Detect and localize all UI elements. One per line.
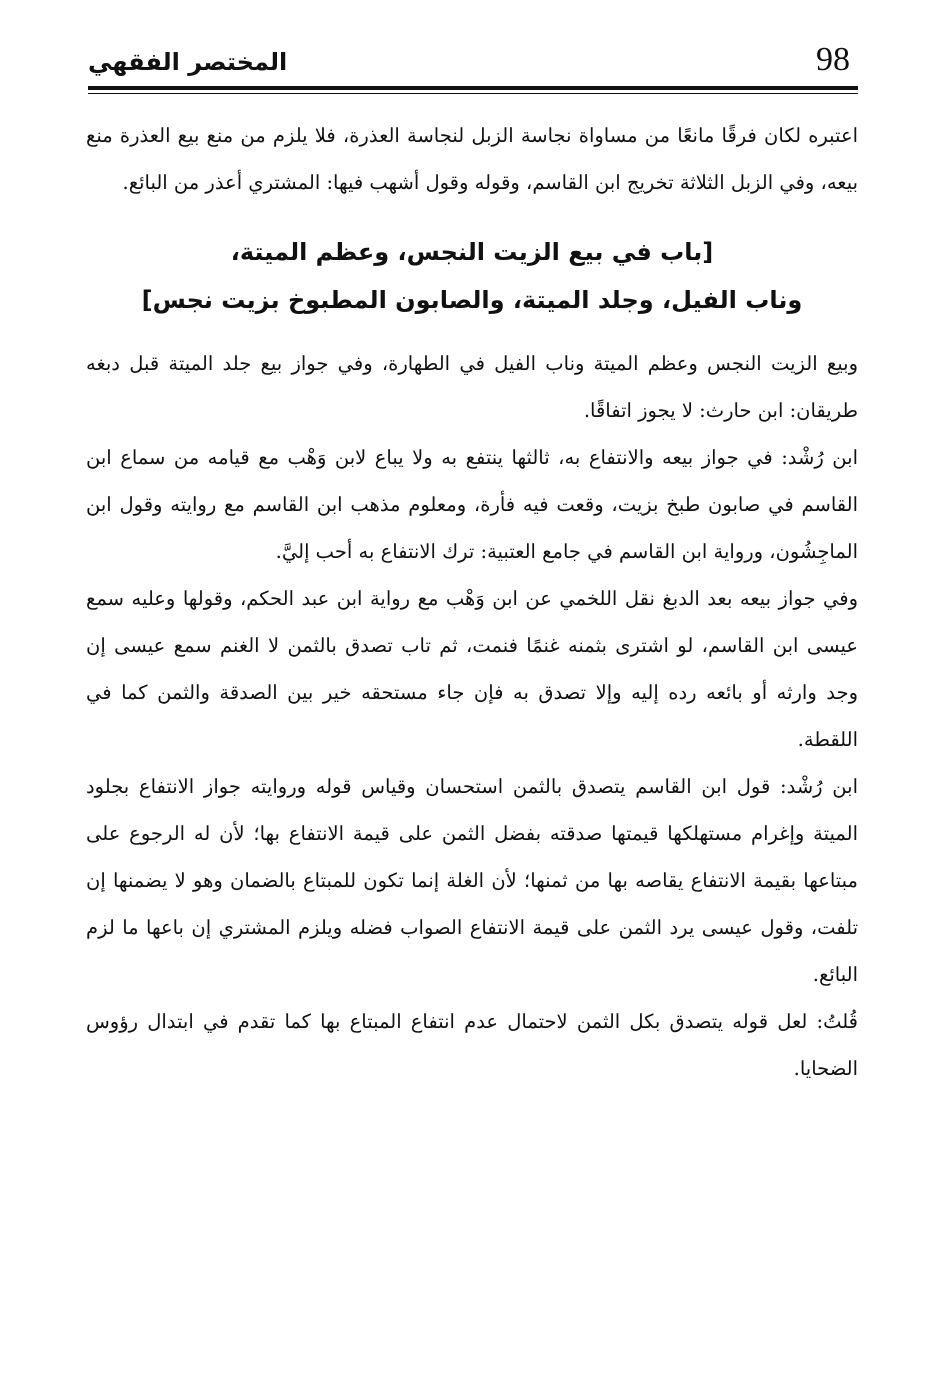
section-heading [86,228,858,324]
paragraph: قُلتُ: لعل قوله يتصدق بكل الثمن لاحتمال عدم انتفاع المبتاع بها كما تقدم في ابتدال رؤوس الضحايا. [86,1010,858,1080]
header-rule-thin [88,93,858,94]
header-rule-thick [88,86,858,90]
paragraph: اعتبره لكان فرقًا مانعًا من مساواة نجاسة الزبل لنجاسة العذرة، فلا يلزم من منع بيع العذرة منع بيعه، وفي الزبل الثلاثة تخريج ابن القاسم، وقوله وقول أشهب فيها: المشتري أعذر من البائع. [86,124,858,194]
section-heading-line-1: [باب في بيع الزيت النجس، وعظم الميتة، [230,238,714,266]
body-text [86,112,858,1092]
section-heading-line-2: وناب الفيل، وجلد الميتة، والصابون المطبوخ بزيت نجس] [141,286,803,314]
paragraph: وبيع الزيت النجس وعظم الميتة وناب الفيل في الطهارة، وفي جواز بيع جلد الميتة قبل دبغه طريقان: ابن حارث: لا يجوز اتفاقًا. [86,352,858,422]
page-header [88,40,858,84]
running-title: المختصر الفقهي [88,48,288,76]
paragraph: ابن رُشْد: في جواز بيعه والانتفاع به، ثالثها ينتفع به ولا يباع لابن وَهْب مع قيامه من سماع ابن القاسم في صابون طبخ بزيت، وقعت فيه فأرة، ومعلوم مذهب ابن القاسم مع روايته وقول ابن الماجِشُون، ورواية ابن القاسم في جامع العتبية: ترك الانتفاع به أحب إليَّ. [86,446,858,563]
paragraph: ابن رُشْد: قول ابن القاسم يتصدق بالثمن استحسان وقياس قوله وروايته جواز الانتفاع بجلود الميتة وإغرام مستهلكها قيمتها صدقته بفضل الثمن على قيمة الانتفاع بها؛ لأن له الرجوع على مبتاعها بقيمة الانتفاع يقاصه بها من ثمنها؛ لأن الغلة إنما تكون للمبتاع بالضمان وهو لا يضمنها إن تلفت، وقول عيسى يرد الثمن على قيمة الانتفاع الصواب فضله ويلزم المشتري إن باعها ما لزم البائع. [86,775,858,986]
page-number: 98 [816,41,850,78]
paragraph: وفي جواز بيعه بعد الدبغ نقل اللخمي عن ابن وَهْب مع رواية ابن عبد الحكم، وقولها وعليه سمع عيسى ابن القاسم، لو اشترى بثمنه غنمًا فنمت، ثم تاب تصدق بالثمن لا الغنم سمع عيسى إن وجد وارثه أو بائعه رده إليه وإلا تصدق به فإن جاء مستحقه خير بين الصدقة والثمن كما في اللقطة. [86,587,858,751]
